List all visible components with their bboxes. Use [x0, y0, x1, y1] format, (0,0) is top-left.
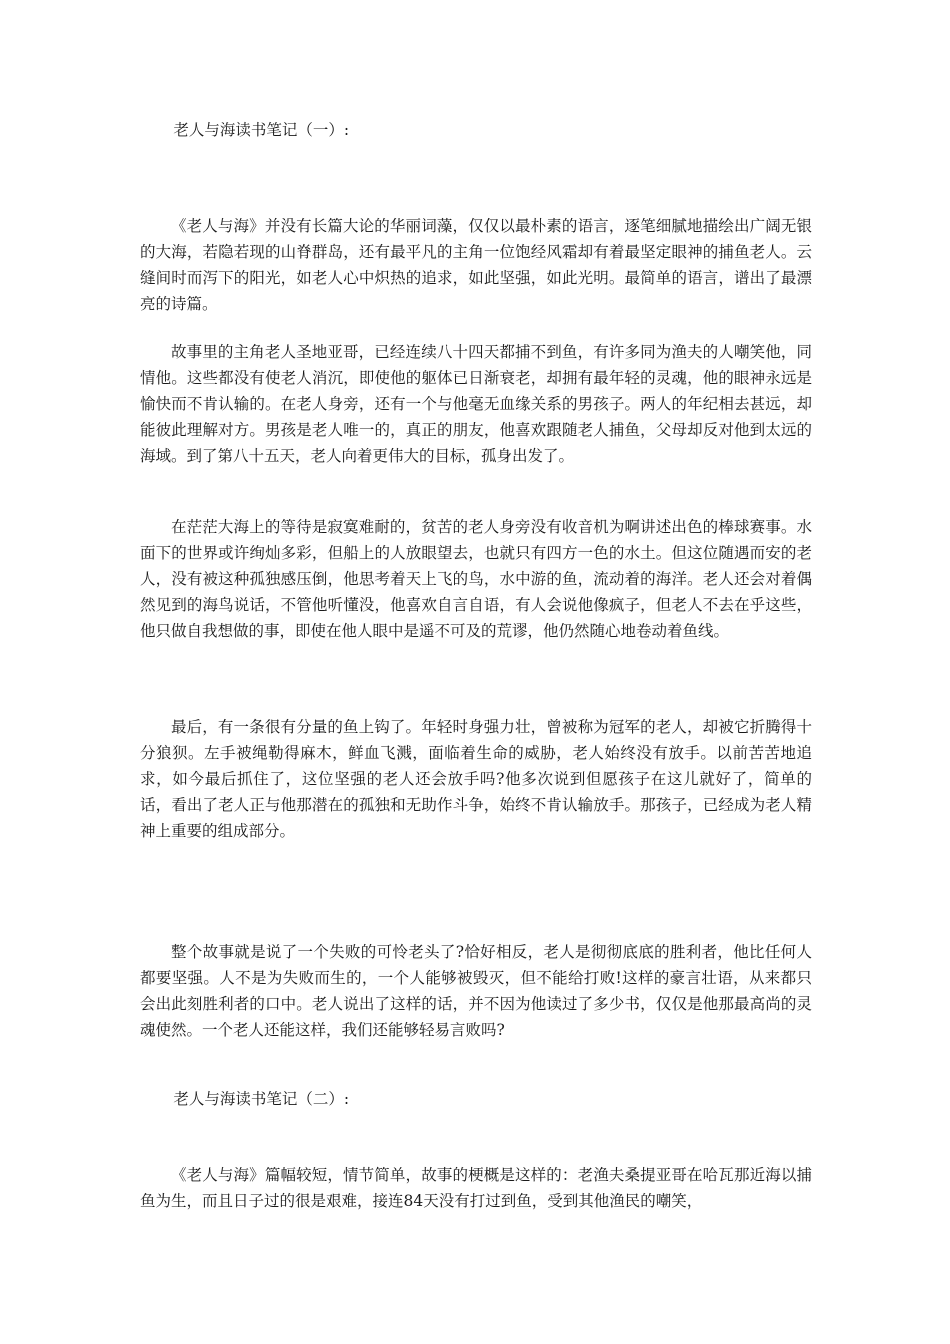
paragraph-intro: 《老人与海》并没有长篇大论的华丽词藻，仅仅以最朴素的语言，逐笔细腻地描绘出广阔无银的大海，若隐若现的山脊群岛，还有最平凡的主角一位饱经风霜却有着最坚定眼神的捕鱼老人。云缝间时而泻下的阳光，如老人心中炽热的追求，如此坚强，如此光明。最简单的语言，谱出了最漂亮的诗篇。 [140, 217, 812, 313]
paragraph-story: 故事里的主角老人圣地亚哥，已经连续八十四天都捕不到鱼，有许多同为渔夫的人嘲笑他，同情他。这些都没有使老人消沉，即使他的躯体已日渐衰老，却拥有最年轻的灵魂，他的眼神永远是愉快而不肯认输的。在老人身旁，还有一个与他毫无血缘关系的男孩子。两人的年纪相去甚远，却能彼此理解对方。男孩是老人唯一的，真正的朋友，他喜欢跟随老人捕鱼，父母却反对他到太远的海域。到了第八十五天，老人向着更伟大的目标，孤身出发了。 [140, 343, 812, 465]
paragraph-summary: 《老人与海》篇幅较短，情节简单，故事的梗概是这样的：老渔夫桑提亚哥在哈瓦那近海以捕鱼为生，而且日子过的很是艰难，接连84天没有打过到鱼，受到其他渔民的嘲笑， [140, 1166, 812, 1210]
paragraph-conclusion: 整个故事就是说了一个失败的可怜老头了?恰好相反，老人是彻彻底底的胜利者，他比任何人都要坚强。人不是为失败而生的，一个人能够被毁灭，但不能给打败!这样的豪言壮语，从来都只会出此刻胜利者的口中。老人说出了这样的话，并不因为他读过了多少书，仅仅是他那最高尚的灵魂使然。一个老人还能这样，我们还能够轻易言败吗? [140, 943, 812, 1039]
paragraph-struggle: 最后，有一条很有分量的鱼上钩了。年轻时身强力壮，曾被称为冠军的老人，却被它折腾得十分狼狈。左手被绳勒得麻木，鲜血飞溅，面临着生命的威胁，老人始终没有放手。以前苦苦地追求，如今最后抓住了，这位坚强的老人还会放手吗?他多次说到但愿孩子在这儿就好了，简单的话，看出了老人正与他那潜在的孤独和无助作斗争，始终不肯认输放手。那孩子，已经成为老人精神上重要的组成部分。 [140, 718, 812, 840]
paragraph-solitude: 在茫茫大海上的等待是寂寞难耐的，贫苦的老人身旁没有收音机为啊讲述出色的棒球赛事。水面下的世界或许绚灿多彩，但船上的人放眼望去，也就只有四方一色的水土。但这位随遇而安的老人，没有被这种孤独感压倒，他思考着天上飞的鸟，水中游的鱼，流动着的海洋。老人还会对着偶然见到的海鸟说话，不管他听懂没，他喜欢自言自语，有人会说他像疯子，但老人不去在乎这些，他只做自我想做的事，即使在他人眼中是遥不可及的荒谬，他仍然随心地卷动着鱼线。 [140, 518, 812, 640]
section-heading-2: 老人与海读书笔记（二）: [173, 1090, 350, 1108]
section-heading-1: 老人与海读书笔记（一）: [173, 121, 350, 139]
